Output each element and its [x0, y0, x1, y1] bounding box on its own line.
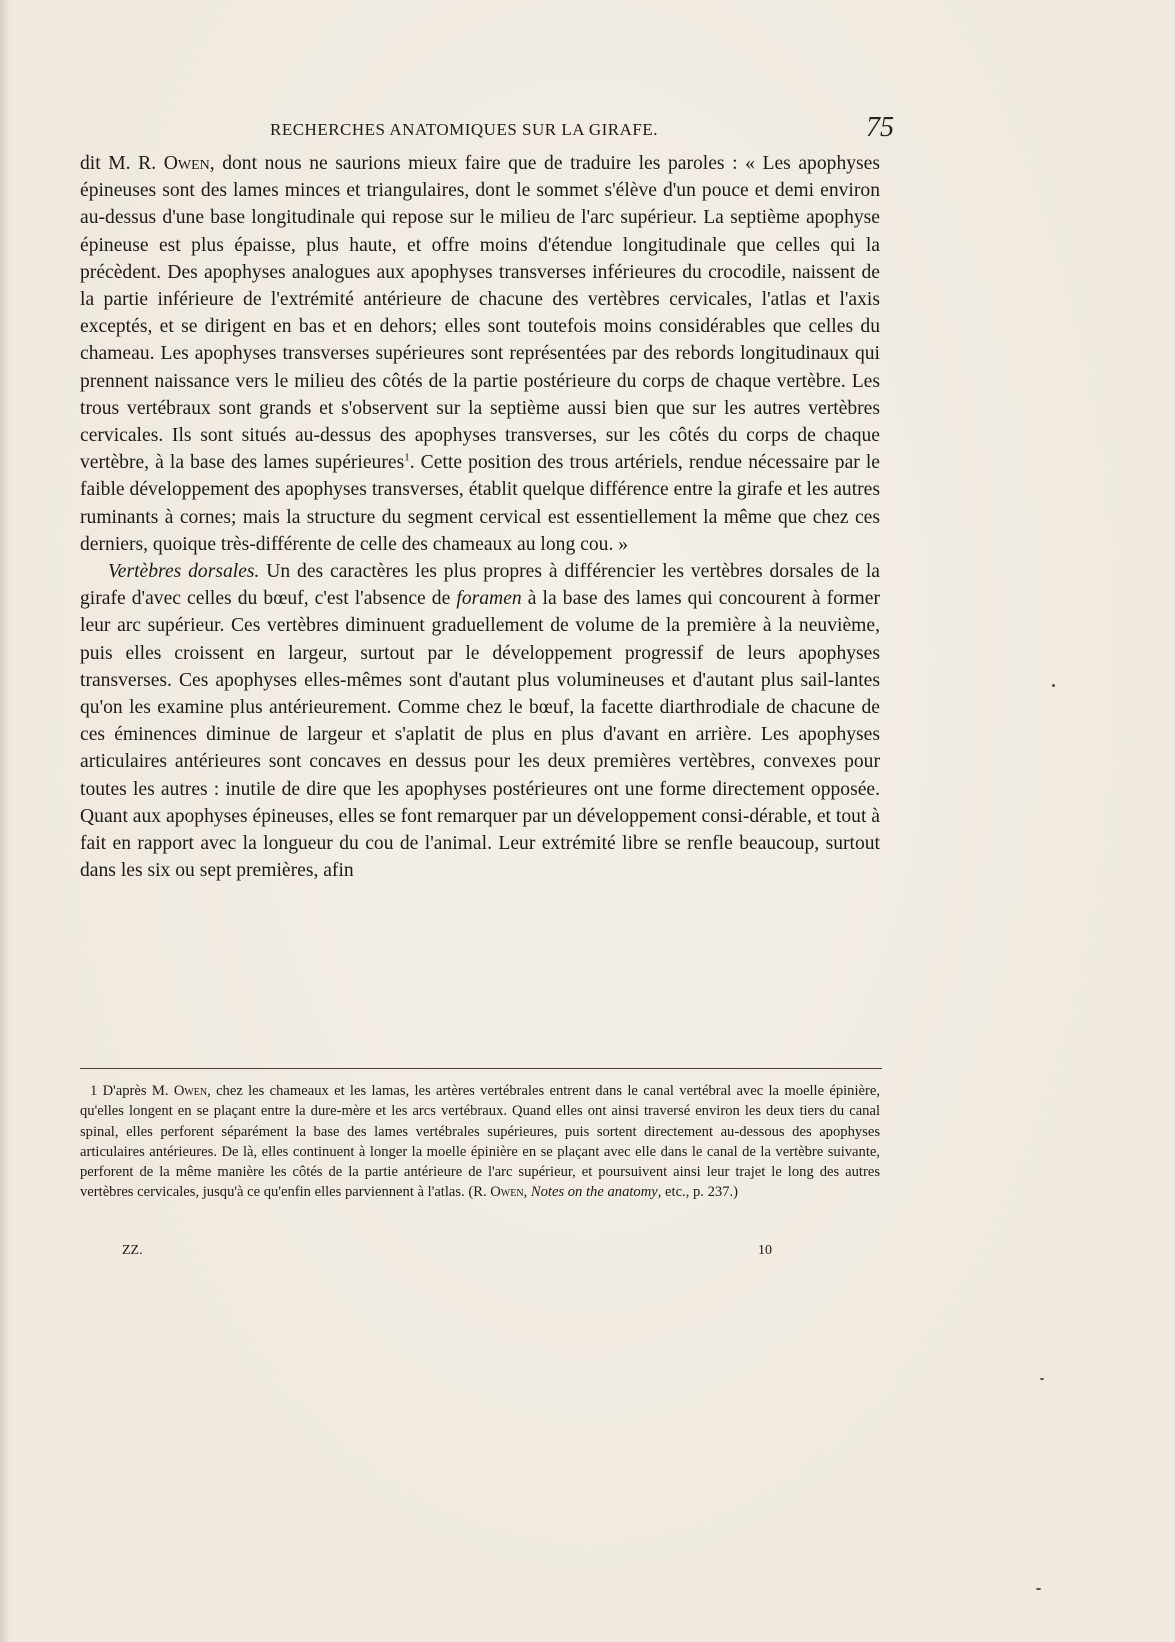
p2-text-b: à la base des lames qui concourent à former leur arc supérieur. Ces vertèbres diminuent graduellement de volume de la première à la neuvième, puis elles croissent en largeur, surtout par le développement progressif de leurs apophyses transverses. Ces apophyses elles-mêmes sont d'autant plus volumineuses et d'autant plus sail-lantes qu'on les examine plus antérieurement. Comme chez le bœuf, la facette diarthrodiale de chacune de ces éminences diminue de largeur et s'aplatit de plus en plus d'avant en arrière. Les apophyses articulaires antérieures sont concaves en dessus pour les deux premières vertèbres, convexes pour toutes les autres : inutile de dire que les apophyses postérieures ont une forme directement opposée. Quant aux apophyses épineuses, elles se font remarquer par un développement consi-dérable, et tout à fait en rapport avec la longueur du cou de l'animal. Leur extrémité libre se renfle beaucoup, surtout dans les six ou sept premières, afin [80, 588, 880, 882]
footnote [80, 1081, 880, 1203]
page-edge-shadow [0, 0, 10, 1642]
p2-text-a: Un des caractères les plus propres à différencier les vertèbres dorsales de la girafe d'avec celles du bœuf, c'est l'absence de [80, 561, 880, 610]
sheet-number: 10 [758, 1243, 772, 1258]
footnote-number: 1 [90, 1083, 98, 1099]
paper-fleck [1040, 1378, 1044, 1380]
footnote-citation: Notes on the anatomy [530, 1184, 658, 1201]
page-number: 75 [866, 112, 894, 143]
footnote-rule [80, 1068, 882, 1069]
running-title: RECHERCHES ANATOMIQUES SUR LA GIRAFE. [270, 120, 658, 139]
author-name: Owen [163, 153, 210, 174]
footnote-tail: , etc., p. 237.) [657, 1184, 738, 1201]
footnote-text: , chez les chameaux et les lamas, les artères vertébrales entrent dans le canal vertébral avec la moelle épinière, qu'elles longent en se plaçant entre la dure-mère et les arcs vertébraux. Quand elles ont ainsi traversé environ les deux tiers du canal spinal, elles perforent séparément la base des lames vertébrales supérieures, puis sortent directement au-dessous des apophyses articulaires antérieures. De là, elles continuent à longer la moelle épinière en se plaçant avec elle dans le canal de la vertèbre suivante, perforent de la même manière les côtés de la partie antérieure de l'arc supérieur, et poursuivent ainsi leur trajet le long des autres vertèbres cervicales, jusqu'à ce qu'enfin elles parviennent à l'atlas. (R. [80, 1083, 880, 1201]
section-title: Vertèbres dorsales. [108, 561, 260, 583]
footnote-author: Owen [173, 1083, 208, 1099]
footnote-separator: , [523, 1184, 531, 1201]
paragraph-2 [80, 558, 880, 884]
signature-mark: ZZ. [122, 1243, 143, 1258]
p1-lead: dit M. R. [80, 153, 164, 174]
footnote-reference[interactable]: 1 [404, 451, 410, 464]
p1-text-continued: . Cette position des trous artériels, rendue nécessaire par le faible développement des apophyses transverses, établit quelque différence entre la girafe et les autres ruminants à cornes; mais la structure du segment cervical est essentiellement la même que chez ces derniers, quoique très-différente de celle des chameaux au long cou. » [80, 452, 880, 555]
paper-fleck [1036, 1588, 1041, 1590]
paragraph-1 [80, 150, 880, 558]
footnote-paragraph [80, 1081, 880, 1203]
paper-fleck [1052, 684, 1055, 687]
running-head [82, 112, 894, 144]
signature-line [122, 1243, 772, 1263]
footnote-author-2: Owen [490, 1184, 524, 1201]
p1-text: , dont nous ne saurions mieux faire que de traduire les paroles : « Les apophyses épineuses sont des lames minces et triangulaires, dont le sommet s'élève d'un pouce et demi environ au-dessus d'une base longitudinale qui repose sur le milieu de l'arc supérieur. La septième apophyse épineuse est plus épaisse, plus haute, et offre moins d'étendue longitudinale que celles qui la précèdent. Des apophyses analogues aux apophyses transverses inférieures du crocodile, naissent de la partie inférieure de l'extrémité antérieure de chacune des vertèbres cervicales, l'atlas et l'axis exceptés, et se dirigent en bas et en dehors; elles sont toutefois moins considérables que celles du chameau. Les apophyses transverses supérieures sont représentées par des rebords longitudinaux qui prennent naissance vers le milieu des côtés de la partie postérieure du corps de chaque vertèbre. Les trous vertébraux sont grands et s'observent sur la septième aussi bien que sur les autres vertèbres cervicales. Ils sont situés au-dessus des apophyses transverses, sur les côtés du corps de chaque vertèbre, à la base des lames supérieures [80, 153, 880, 474]
main-text [80, 150, 880, 884]
footnote-lead: D'après M. [97, 1083, 174, 1099]
term-foramen: foramen [456, 588, 522, 610]
